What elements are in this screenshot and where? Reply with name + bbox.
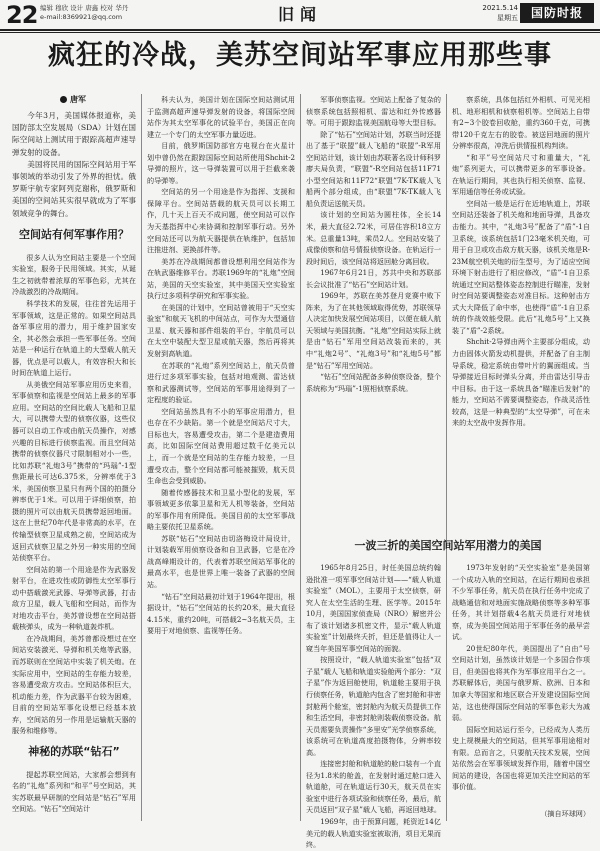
article-column-2	[147, 94, 295, 821]
paragraph: 20世纪80年代，美国提出了“自由”号空间站计划，虽然该计划是一个多国合作项目，但美国也将其作为军事应用平台之一。苏联解体后，美国与俄罗斯、欧洲、日本和加拿大等国家和地区联合开发建设国际空间站，这也使得国际空间站的军事色彩大为减弱。	[452, 643, 590, 723]
paragraph: 美苏在冷战期间都曾设想利用空间站作为在轨武器维修平台。苏联1969年的“礼炮”空间站，美国的天空实验室，其中美国天空实验室执行过多项科学研究和军事实验。	[147, 256, 295, 301]
editor-line: 编辑 穆欣 设计 唐鑫 校对 华丹	[40, 4, 129, 12]
paragraph: 1967年6月21日，苏共中央和苏联部长会议批准了“钻石”空间站计划。	[306, 268, 441, 289]
page-number: 22	[6, 1, 38, 29]
paragraph: 1965年8月25日，时任美国总统约翰逊批准一项军事空间站计划——“载人轨道实验室”（MOL），主要用于太空侦察，研究人在太空生活的生理、医学等。2015年10月，美国国家侦查局（NRO）解密并公布了该计划诸多机密文件，显示“载人轨道实验室”计划最终夭折，但还是值得让人一窥当年美国军事空间站的面貌。	[306, 563, 441, 653]
date-text: 2021.5.14	[482, 4, 518, 12]
page-header	[0, 0, 600, 30]
paragraph: “和平”号空间站尺寸和重量大，“礼炮”系列更大，可以携带更多的军事设备。在轨运行期间，其也执行相关侦察、监视、军用通信等任务或试验。	[452, 152, 590, 197]
paragraph: 在冷战期间，美苏曾都设想过在空间站安装激光、导弹和机关炮等武器，而苏联则在空间站中实装了机关炮。在实际应用中，空间站的生存能力较差，容易遭受敌方攻击。空间站体积巨大，机动能力差，作为武器平台较为困难，目前的空间站军事化设想已经基本放弃，空间站的另一作用是运输航天器的服务和维修等。	[12, 633, 136, 736]
paragraph: 很多人认为空间站主要是一个空间实验室，服务于民用领域。其实，从诞生之初就带着浓厚的军事色彩，尤其在冷战激烈的冷战期间。	[12, 252, 136, 297]
paragraph: 该计划的空间站为圆柱体，全长14米，最大直径2.72米，可居住容积18立方米。总重量13吨，乘员2人。空间站安装了成像侦察和信号情报侦察设备。在轨运行一段时间后，该空间站将返回舱分离回收。	[306, 210, 441, 266]
column-divider	[300, 94, 301, 821]
paragraph: 除了“钻石”空间站计划，苏联当时还提出了基于“联盟”载人飞船的“联盟”-R军用空间站计划，该计划由苏联著名设计师科罗廖夫局负责，“联盟”-R空间站包括11F71小型空间站和11F72“联盟”7K-TK载人飞船两个部分组成，由“联盟”7K-TK载人飞船负责运送航天员。	[306, 129, 441, 208]
paragraph: 空间站虽然具有不小的军事应用潜力，但也存在不少缺陷。第一个就是空间站尺寸大，目标也大，容易遭受攻击，第二个是建造费用高，比如国际空间站费用超过数千亿美元以上，而一个就是空间站的生存能力较差，一旦遭受攻击，整个空间站都可能被摧毁，航天员生命也会受到威胁。	[147, 406, 295, 486]
author-name: 唐军	[70, 95, 86, 104]
source-credit: （摘自环球网）	[540, 809, 590, 818]
paragraph: 察系统，具体包括红外相机、可见光相机、地形相机和侦察相机等。空间站上自带有2~3个胶卷回收舱，重约360千克，可携带120千克左右的胶卷。被送回地面的照片分辨率很高，冲洗后供情报机构判读。	[452, 95, 590, 151]
subheading: 神秘的苏联“钻石”	[28, 744, 120, 758]
article-column-4-lower	[452, 562, 590, 808]
article-column-3-lower	[306, 562, 441, 850]
paragraph: 今年3月，美国媒体报道称，美国防部太空发展局（SDA）计划在国际空间站上测试用于跟踪高超声速导弹发射的设备。	[12, 111, 136, 157]
paragraph: “钻石”空间站最初计划于1964年提出，根据设计，“钻石”空间站的长约20米，最大直径4.15米，重约20吨，可搭载2~3名航天员，主要用于对地侦察、监视等任务。	[147, 591, 295, 636]
bullet-icon	[60, 96, 67, 103]
paragraph: 在苏联的“礼炮”系列空间站上，航天员曾进行过多项军事实验，包括对地观测、雷达侦察和武器测试等，空间站的军事用途得到了一定程度的验证。	[147, 360, 295, 405]
paragraph: 提起苏联空间站，大家都会想到有名的“礼炮”系列和“和平”号空间站，其实苏联最早研制的空间站是“钻石”军用空间站。“钻石”空间站计	[12, 769, 136, 814]
email-line: e-mail:8369921@qq.com	[40, 13, 123, 21]
paragraph: 在美国的计划中，空间站曾被用于“天空实验室”和航天飞机的中间站点，可作为大型通信卫星、航天器和部件组装的平台，宇航员可以在太空中装配大型卫星或航天器，然后再将其发射到高轨道。	[147, 302, 295, 359]
column-divider	[446, 94, 447, 821]
paragraph: 空间站的第一个用途是作为武器发射平台，在进攻性或防御性太空军事行动中搭载激光武器、导弹等武器，打击敌方卫星，载人飞船和空间站，而作为对地攻击平台，美苏曾设想在空间站搭载核弹头，成为一种轨道轰炸机。	[12, 564, 136, 632]
section-title: 旧闻	[277, 5, 322, 24]
paragraph: 空间站的另一个用途是作为指挥、支援和保障平台。空间站搭载的航天员可以长期工作，几十天上百天不成问题，使空间站可以作为天基指挥中心来协调和控制军事行动。另外空间站还可以为航天器提供在轨维护，包括加注推进剂、更换部件等。	[147, 187, 295, 255]
header-rule	[0, 29, 600, 31]
paragraph: 按照设计，“载人轨道实验室”包括“双子星”载人飞船和轨道实验舱两个部分：“双子星”作为返回舱使用，轨道舱主要用于执行侦察任务，轨道舱内包含了密封舱和非密封舱两个舱室，密封舱内为航天员提供工作和生活空间，非密封舱则装载侦察设备。航天员需要负责操作“多里安”光学侦察系统，该系统可在轨道高度拍摄物体，分辨率较高。	[306, 655, 441, 757]
subheading: 一波三折的美国空间站军用潜力的美国	[354, 539, 542, 552]
article-headline: 疯狂的冷战，美苏空间站军事应用那些事	[48, 40, 552, 71]
paragraph: 科夫认为，美国计划在国际空间站测试用于监测高超声速导弹发射的设备，将国际空间站作为其太空军事化的试验平台，美国正在向建立一个专门的太空军事力量迈进。	[147, 95, 295, 139]
paragraph: 随着传感器技术和卫星小型化的发展，军事领域更多依靠卫星和无人机等装备，空间站的军事作用有所降低。美国目前的太空军事战略主要依托卫星系统。	[147, 487, 295, 532]
subheading: 空间站有何军事作用？	[19, 227, 129, 241]
paragraph: 连接密封舱和轨道舱的舱口装有一个直径为1.8米的舱盖，在发射时通过舱口进入轨道舱，可在轨道运行30天，航天员在实验室中进行各项试验和侦察任务，最后，航天员返回“双子星”载人飞船，再返回地球。	[306, 759, 441, 815]
paragraph: 空间站一般是运行在近地轨道上，苏联空间站还装备了机关炮和地面导弹，具备攻击能力。其中，“礼炮3号”配备了“盾”-1自卫系统，该系统包括1门23毫米机关炮，可用于自卫或攻击敌方航天器，该机关炮是R-23M航空机关炮的衍生型号，为了适应空间环境下射击进行了相应修改，“盾”-1自卫系统通过空间站整体姿态控制进行瞄准，发射时空间站要调整姿态对准目标。这种射击方式大大降低了命中率，也使得“盾”-1自卫系统的作战效能受限。此后“礼炮5号”上又换装了“盾”-2系统。	[452, 198, 590, 335]
header-rule-thin	[0, 32, 600, 33]
byline	[60, 94, 136, 106]
paragraph: “钻石”空间站配备多种侦察设备，整个系统称为“玛瑙”-1照相侦察系统。	[306, 372, 441, 393]
paragraph: 军事侦察监视。空间站上配备了复杂的侦察系统包括照相机、雷达和红外传感器等。可用于跟踪监视美国航母等大型目标。	[306, 95, 441, 128]
paragraph: 1969年，由于预算问题，耗资近14亿美元的载人轨道实验室被取消，项目无果而终。	[306, 817, 441, 850]
paragraph: 1973年发射的“天空实验室”是美国第一个成功入轨的空间站，在运行期间也承担不少军事任务，航天员在执行任务中完成了战略通信和对地面实施战略侦察等多种军事任务，其计划搭载4名航天员进行对地侦察，成为美国空间站用于军事任务的最早尝试。	[452, 563, 590, 642]
paragraph: 国际空间站运行至今，已经成为人类历史上规模最大的空间站，但其军事用途相对有限。总而言之，只要航天技术发展，空间站依然会在军事领域发挥作用，随着中国空间站的建设，各国也将更加关注空间站的军事价值。	[452, 724, 590, 792]
paragraph: 1969年，苏联在美苏登月竞赛中败下阵来，为了在其他领域取得优势，苏联领导人决定加快发展空间站项目，以便在载人航天领域与美国抗衡。“礼炮”空间站实际上就是由“钻石”军用空间站改装而来的，其中“礼炮2号”、“礼炮3号”和“礼炮5号”都是“钻石”军用空间站。	[306, 291, 441, 370]
paragraph: 苏联“钻石”空间站由切洛梅设计局设计，计划装载军用侦察设备和自卫武器，它是在冷战高峰期设计的，代表着苏联空间站军事化的最高水平，也是世界上唯一装备了武器的空间站。	[147, 533, 295, 589]
article-column-4	[452, 94, 590, 532]
paper-logo: 国防时报	[520, 3, 594, 23]
paragraph: Shchit-2导弹由两个主要部分组成，动力由固体火箭发动机提供，并配备了自主制导系统，稳定系统由带叶片的翼面组成。当导弹接近目标时弹头分离，并由雷达引导击中目标。由于这一系统具备“瞄准后发射”的能力，空间站不需要调整姿态，作战灵活性较高，这是一种典型的“太空导弹”，可在未来的太空战中发挥作用。	[452, 337, 590, 428]
column-divider	[141, 94, 142, 821]
paragraph: 科学技术的发展，往往首先运用于军事领域，这是正常的。如果空间站具备军事应用的潜力，用于维护国家安全，其必然会承担一些军事任务。空间站是一种运行在轨道上的大型载人航天器，优点是可以载人，有效容积大和长时间在轨道上运行。	[12, 299, 136, 378]
paragraph: 从美俄空间站军事应用历史来看，军事侦察和监视是空间站上最多的军事应用。空间站的空间比载人飞船和卫星大，可以携带大型的侦察仪器，这些仪器可以自动工作或由航天员操作，对感兴趣的目标进行侦察监视。而且空间站携带的侦察仪器尺寸限制相对小一些，比如苏联“礼炮3号”携带的“玛瑙”-1型焦距最长可达6.375米，分辨率优于3米，美国侦察卫星只有两个国的拍摄分辨率优于1米。可以用于详细侦察，拍摄的照片可以由航天员携带返回地面。这在上世纪70年代是非常高的水平，在传输型侦察卫星成熟之前，空间站成为返回式侦察卫星之外另一种实用的空间站侦察平台。	[12, 379, 136, 563]
issue-date	[468, 3, 518, 23]
article-column-1	[12, 94, 136, 821]
paragraph: 美国将民用的国际空间站用于军事领域的举动引发了外界的担忧。俄罗斯宇航专家阿列克谢称，俄罗斯和美国的空间站其实很早就成为了军事领域竞争的舞台。	[12, 159, 136, 218]
weekday-text: 星期五	[497, 14, 518, 22]
article-column-3	[306, 94, 441, 532]
paragraph: 目前，俄罗斯国防部官方电视台在火星计划中曾仍然在跟踪国际空间站所使用Shchit-2导弹的照片，这一导弹装置可以用于拦截来袭的导弹等。	[147, 141, 295, 185]
